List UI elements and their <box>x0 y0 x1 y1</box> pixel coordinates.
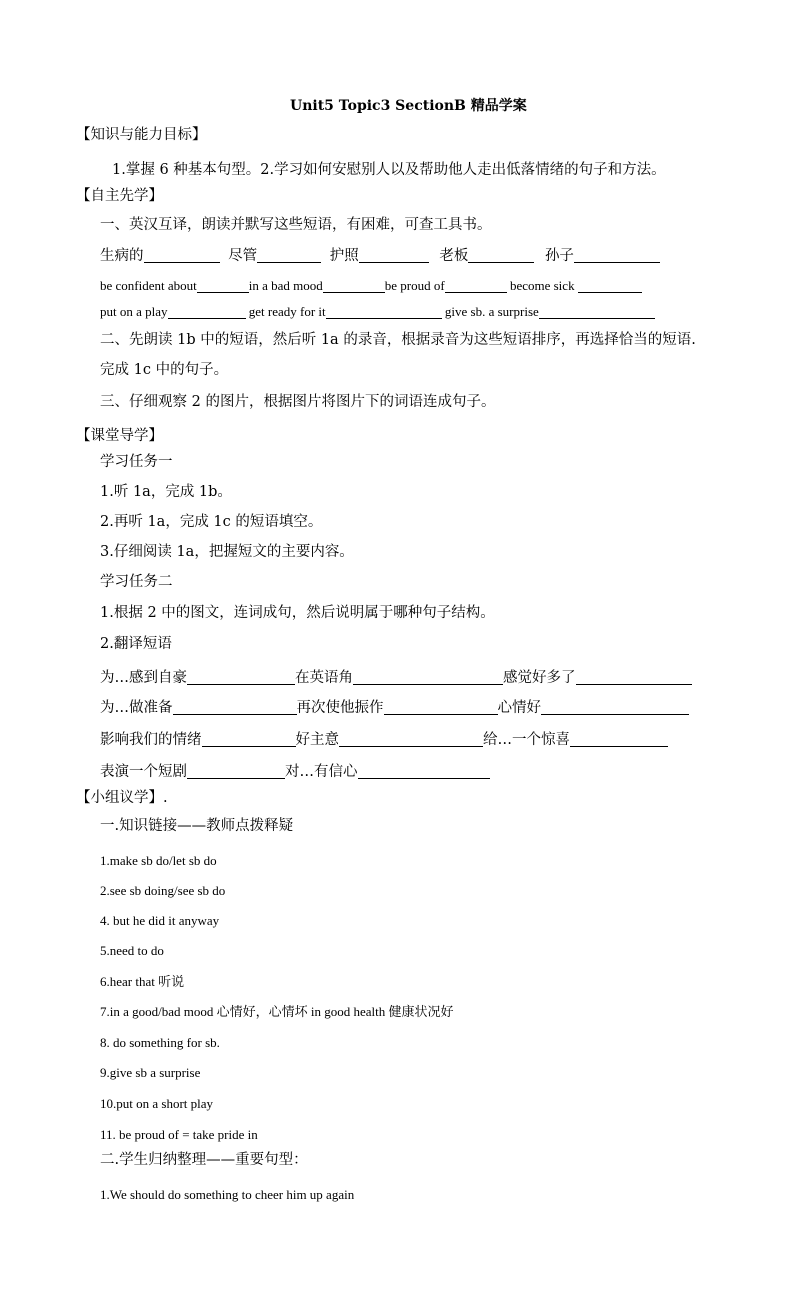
vocab-item: 生病的 <box>100 248 144 264</box>
phrase-row-3 <box>100 730 668 750</box>
answer-blank[interactable] <box>339 732 483 747</box>
vocab-row-2 <box>100 276 642 296</box>
vocab-item: be proud of <box>384 278 445 293</box>
answer-blank[interactable] <box>359 248 429 263</box>
answer-blank[interactable] <box>187 670 295 685</box>
group-part2: 二.学生归纳整理——重要句型： <box>100 1152 308 1168</box>
answer-blank[interactable] <box>539 304 655 319</box>
answer-blank[interactable] <box>323 278 385 293</box>
task1-item: 3.仔细阅读 1a，把握短文的主要内容。 <box>100 544 354 560</box>
answer-blank[interactable] <box>358 764 490 779</box>
knowledge-item: 9.give sb a surprise <box>100 1065 201 1080</box>
classroom-heading: 【课堂导学】 <box>76 428 163 444</box>
knowledge-item: 11. be proud of = take pride in <box>100 1127 258 1142</box>
phrase: 给…一个惊喜 <box>483 732 570 748</box>
answer-blank[interactable] <box>353 670 503 685</box>
answer-blank[interactable] <box>384 700 498 715</box>
vocab-item: 尽管 <box>228 248 258 264</box>
answer-blank[interactable] <box>187 764 285 779</box>
knowledge-item: 10.put on a short play <box>100 1096 214 1111</box>
knowledge-item: 8. do something for sb. <box>100 1035 220 1050</box>
task1-item: 2.再听 1a，完成 1c 的短语填空。 <box>100 514 323 530</box>
preview-heading: 【自主先学】 <box>76 188 163 204</box>
answer-blank[interactable] <box>202 732 296 747</box>
phrase: 表演一个短剧 <box>100 764 187 780</box>
task1-item: 1.听 1a，完成 1b。 <box>100 484 232 500</box>
phrase: 为…感到自豪 <box>100 670 187 686</box>
answer-blank[interactable] <box>144 248 220 263</box>
knowledge-item: 1.make sb do/let sb do <box>100 853 217 868</box>
page-title: Unit5 Topic3 SectionB 精品学案 <box>290 98 527 114</box>
answer-blank[interactable] <box>445 278 507 293</box>
vocab-item: get ready for it <box>245 304 326 319</box>
answer-blank[interactable] <box>173 700 297 715</box>
task2-title: 学习任务二 <box>100 574 173 590</box>
knowledge-item: 6.hear that 听说 <box>100 974 185 989</box>
phrase-row-2 <box>100 698 689 718</box>
answer-blank[interactable] <box>541 700 689 715</box>
group-heading: 【小组议学】. <box>76 790 168 806</box>
vocab-item: 老板 <box>439 248 469 264</box>
answer-blank[interactable] <box>576 670 692 685</box>
phrase-row-4 <box>100 762 490 782</box>
knowledge-item: 4. but he did it anyway <box>100 913 220 928</box>
phrase: 好主意 <box>295 732 339 748</box>
vocab-item: in a bad mood <box>248 278 323 293</box>
goals-text: 1.掌握 6 种基本句型。2.学习如何安慰别人以及帮助他人走出低落情绪的句子和方法。 <box>112 162 666 178</box>
key-sentence: 1.We should do something to cheer him up again <box>100 1187 355 1202</box>
phrase: 为…做准备 <box>100 700 173 716</box>
vocab-item: give sb. a surprise <box>441 304 539 319</box>
vocab-item: 护照 <box>329 248 359 264</box>
answer-blank[interactable] <box>197 278 249 293</box>
phrase: 再次使他振作 <box>296 700 384 716</box>
preview-task1: 一、英汉互译，朗读并默写这些短语，有困难，可查工具书。 <box>100 217 492 233</box>
vocab-item: put on a play <box>100 304 168 319</box>
answer-blank[interactable] <box>326 304 442 319</box>
vocab-item: become sick <box>506 278 578 293</box>
group-part1: 一.知识链接——教师点拨释疑 <box>100 818 294 834</box>
preview-task2: 二、先朗读 1b 中的短语，然后听 1a 的录音，根据录音为这些短语排序，再选择恰当的短语. <box>100 332 696 348</box>
knowledge-item: 7.in a good/bad mood 心情好，心情坏 in good health 健康状况好 <box>100 1004 454 1019</box>
vocab-item: 孙子 <box>544 248 574 264</box>
answer-blank[interactable] <box>574 248 660 263</box>
answer-blank[interactable] <box>168 304 246 319</box>
preview-task3: 三、仔细观察 2 的图片，根据图片将图片下的词语连成句子。 <box>100 394 496 410</box>
task2-item: 1.根据 2 中的图文，连词成句，然后说明属于哪种句子结构。 <box>100 605 495 621</box>
task1-title: 学习任务一 <box>100 454 173 470</box>
knowledge-item: 2.see sb doing/see sb do <box>100 883 226 898</box>
vocab-item: be confident about <box>100 278 197 293</box>
phrase: 心情好 <box>497 700 541 716</box>
answer-blank[interactable] <box>468 248 534 263</box>
answer-blank[interactable] <box>570 732 668 747</box>
phrase: 感觉好多了 <box>503 670 576 686</box>
answer-blank[interactable] <box>257 248 321 263</box>
preview-task2-cont: 完成 1c 中的句子。 <box>100 362 229 378</box>
task2-item: 2.翻译短语 <box>100 636 172 652</box>
answer-blank[interactable] <box>578 278 642 293</box>
goals-heading: 【知识与能力目标】 <box>76 127 207 143</box>
vocab-row-1 <box>100 246 660 266</box>
vocab-row-3 <box>100 302 655 322</box>
knowledge-item: 5.need to do <box>100 943 164 958</box>
phrase: 影响我们的情绪 <box>100 732 202 748</box>
phrase: 对…有信心 <box>285 764 358 780</box>
phrase-row-1 <box>100 668 692 688</box>
phrase: 在英语角 <box>295 670 353 686</box>
